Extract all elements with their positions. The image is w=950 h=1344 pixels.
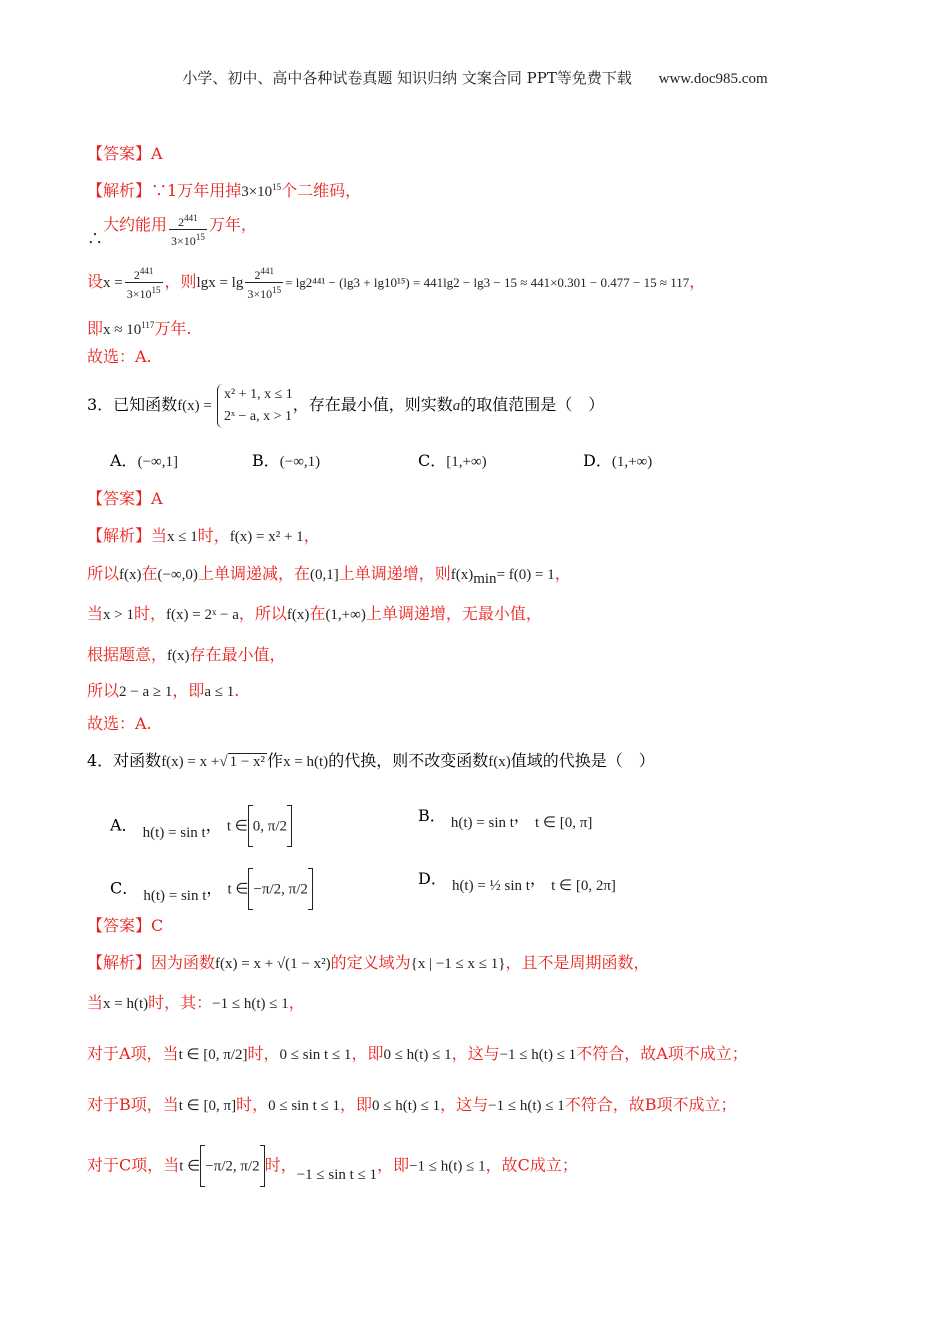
- text: 万年.: [154, 319, 192, 338]
- q4-analysis-3: 对于A项，当t ∈ [0, π/2]时，0 ≤ sin t ≤ 1，即0 ≤ h(t) ≤ 1，这与−1 ≤ h(t) ≤ 1不符合，故A项不成立；: [87, 1044, 748, 1063]
- fraction: $\frac{2^{441}}{3\times 10^{15}}$: [247, 266, 282, 301]
- q3-option-d: D．(1,+∞): [583, 451, 653, 470]
- q2-answer: [87, 143, 163, 165]
- q4-answer: 【答案】C: [87, 916, 164, 935]
- therefore-symbol: ∴: [87, 229, 104, 248]
- q4-option-a: A． h(t) = sin t， t ∈ 0, π/2: [110, 805, 292, 847]
- q3-analysis-4: 根据题意，f(x)存在最小值，: [87, 645, 286, 664]
- text: ，存在最小值，则实数: [292, 395, 453, 414]
- q4-analysis-4: 对于B项，当t ∈ [0, π]时，0 ≤ sin t ≤ 1，即0 ≤ h(t) ≤ 1，这与−1 ≤ h(t) ≤ 1不符合，故B项不成立；: [87, 1095, 737, 1114]
- math: f(x) =: [177, 398, 212, 414]
- q3-choose: 故选：A.: [87, 714, 152, 733]
- q4-analysis-1: 【解析】因为函数f(x) = x + √(1 − x²)的定义域为{x | −1 ≤ x ≤ 1}，且不是周期函数，: [87, 953, 650, 972]
- fraction: $\frac{2^{441}}{3\times 10^{15}}$: [126, 266, 161, 301]
- q4-analysis-5: 对于C项，当t ∈ −π/2, π/2 时，−1 ≤ sin t ≤ 1，即−1 ≤ h(t) ≤ 1，故C成立；: [87, 1145, 578, 1187]
- math: $3\times 10^{15}$: [241, 182, 282, 200]
- q3-stem: [87, 381, 604, 430]
- q3-analysis-3: 当x > 1时，f(x) = 2ˣ − a，所以f(x)在(1,+∞)上单调递增，无最小值，: [87, 604, 542, 623]
- page-header: [0, 67, 950, 88]
- header-title: 小学、初中、高中各种试卷真题 知识归纳 文案合同 PPT等免费下载: [182, 69, 632, 87]
- q3-analysis-5: 所以2 − a ≥ 1，即a ≤ 1.: [87, 681, 240, 700]
- text: 即: [87, 319, 104, 338]
- math: a: [452, 398, 461, 414]
- math: x =: [103, 275, 123, 291]
- q3-analysis-2: 所以f(x)在(−∞,0)上单调递减，在(0,1]上单调递增，则$f(x)_{min}= f(0) = 1$，: [87, 564, 571, 588]
- analysis-prefix: 【解析】: [87, 181, 152, 200]
- math: = lg2⁴⁴¹ − (lg3 + lg10¹⁵) = 441lg2 − lg3 − 15 ≈ 441×0.301 − 0.477 − 15 ≈ 117: [285, 275, 690, 290]
- text: 大约能用: [103, 215, 168, 234]
- text: ∵1万年用掉: [151, 181, 242, 200]
- q4-stem: 4．对函数f(x) = x +√ 1 − x² 作x = h(t)的代换，则不改变函数f(x)值域的代换是（ ）: [87, 751, 655, 770]
- text: ，则: [164, 272, 197, 291]
- text: 的取值范围是（ ）: [460, 395, 605, 414]
- header-site: www.doc985.com: [658, 71, 768, 87]
- q2-answer-label: 【答案】A: [87, 144, 163, 163]
- text: ，: [689, 272, 706, 291]
- q3-answer: 【答案】A: [87, 489, 163, 508]
- q3-option-b: B．(−∞,1): [252, 451, 321, 470]
- q2-choose: 故选：A.: [87, 347, 152, 366]
- q3-option-a: A．(−∞,1]: [110, 451, 178, 470]
- q3-option-c: C．[1,+∞): [418, 451, 487, 470]
- q2-analysis-line-1: [87, 176, 361, 203]
- piecewise-brace: x² + 1, x ≤ 1 2ˣ − a, x > 1: [217, 384, 293, 428]
- text: 个二维码，: [281, 181, 362, 200]
- q4-option-d: D． h(t) = ½ sin t， t ∈ [0, 2π]: [418, 869, 616, 894]
- math: lgx = lg: [196, 275, 244, 291]
- q4-option-c: C． h(t) = sin t， t ∈ −π/2, π/2: [110, 868, 313, 910]
- q2-analysis-line-2: [87, 209, 257, 249]
- q2-analysis-line-3: [87, 262, 705, 303]
- q4-analysis-2: 当x = h(t)时，其：−1 ≤ h(t) ≤ 1，: [87, 993, 305, 1012]
- q4-option-b: B． h(t) = sin t， t ∈ [0, π]: [418, 806, 593, 831]
- text: 3．已知函数: [87, 395, 178, 414]
- text: 万年，: [208, 215, 257, 234]
- fraction: $\frac{2^{441}}{3\times 10^{15}}$: [171, 213, 205, 248]
- q2-analysis-line-4: [87, 314, 192, 341]
- math: $x \approx 10^{117}$: [103, 320, 155, 338]
- text: 设: [87, 272, 104, 291]
- q3-analysis-1: 【解析】当x ≤ 1时，f(x) = x² + 1，: [87, 526, 320, 545]
